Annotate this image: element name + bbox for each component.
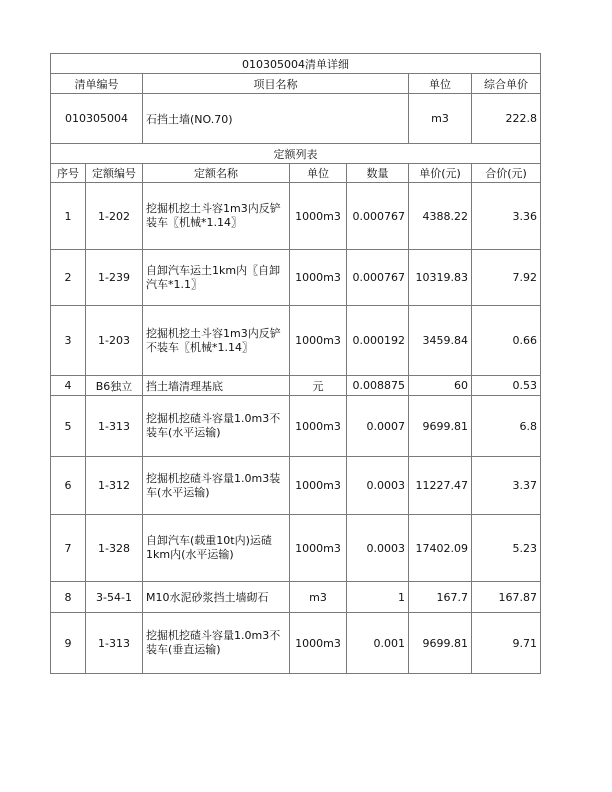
item-price: 222.8 [472,94,541,144]
row-unit-price: 9699.81 [409,396,472,457]
table-row [51,376,541,396]
row-seq: 9 [51,613,86,674]
row-unit: 1000m3 [290,306,347,376]
row-qty: 0.008875 [347,376,409,396]
quota-header-code: 定额编号 [86,164,143,183]
item-code: 010305004 [51,94,143,144]
row-qty: 0.001 [347,613,409,674]
table-row [51,613,541,674]
row-qty: 1 [347,582,409,613]
quota-header-qty: 数量 [347,164,409,183]
row-unit: 1000m3 [290,457,347,515]
row-code: 1-239 [86,250,143,306]
row-name: 自卸汽车(载重10t内)运碴1km内(水平运输) [143,515,290,582]
row-unit: 1000m3 [290,515,347,582]
row-total: 6.8 [472,396,541,457]
row-code: 1-312 [86,457,143,515]
quota-header-seq: 序号 [51,164,86,183]
header-price: 综合单价 [472,74,541,94]
row-unit-price: 3459.84 [409,306,472,376]
row-unit: 1000m3 [290,613,347,674]
row-seq: 7 [51,515,86,582]
row-total: 3.36 [472,183,541,250]
row-unit: m3 [290,582,347,613]
row-total: 9.71 [472,613,541,674]
quota-title: 定额列表 [51,144,541,164]
header-code: 清单编号 [51,74,143,94]
row-qty: 0.0003 [347,457,409,515]
row-code: 1-328 [86,515,143,582]
item-name: 石挡土墙(NO.70) [143,94,409,144]
table-row [51,250,541,306]
quota-header-unit: 单位 [290,164,347,183]
row-seq: 3 [51,306,86,376]
row-unit-price: 17402.09 [409,515,472,582]
row-seq: 2 [51,250,86,306]
row-code: B6独立 [86,376,143,396]
row-unit-price: 60 [409,376,472,396]
table-row [51,306,541,376]
table-row [51,183,541,250]
bill-detail-table [50,53,541,674]
item-unit: m3 [409,94,472,144]
row-unit: 元 [290,376,347,396]
row-qty: 0.000767 [347,183,409,250]
row-code: 3-54-1 [86,582,143,613]
row-total: 167.87 [472,582,541,613]
table-row [51,396,541,457]
row-seq: 4 [51,376,86,396]
table-row [51,515,541,582]
row-seq: 6 [51,457,86,515]
row-code: 1-313 [86,613,143,674]
row-name: 挖掘机挖碴斗容量1.0m3不装车(水平运输) [143,396,290,457]
row-code: 1-313 [86,396,143,457]
row-unit: 1000m3 [290,183,347,250]
row-name: 挖掘机挖碴斗容量1.0m3装车(水平运输) [143,457,290,515]
row-qty: 0.0003 [347,515,409,582]
row-name: 挡土墙清理基底 [143,376,290,396]
table-row [51,457,541,515]
row-name: M10水泥砂浆挡土墙砌石 [143,582,290,613]
row-name: 挖掘机挖土斗容1m3内反铲装车〖机械*1.14〗 [143,183,290,250]
row-name: 挖掘机挖碴斗容量1.0m3不装车(垂直运输) [143,613,290,674]
quota-header-name: 定额名称 [143,164,290,183]
row-unit-price: 4388.22 [409,183,472,250]
quota-header-unit-price: 单价(元) [409,164,472,183]
row-qty: 0.0007 [347,396,409,457]
row-name: 自卸汽车运土1km内〖自卸汽车*1.1〗 [143,250,290,306]
row-seq: 1 [51,183,86,250]
row-total: 7.92 [472,250,541,306]
row-total: 0.66 [472,306,541,376]
row-unit: 1000m3 [290,396,347,457]
row-name: 挖掘机挖土斗容1m3内反铲不装车〖机械*1.14〗 [143,306,290,376]
table-title: 010305004清单详细 [51,54,541,74]
row-seq: 8 [51,582,86,613]
table-row [51,582,541,613]
row-total: 3.37 [472,457,541,515]
header-unit: 单位 [409,74,472,94]
row-qty: 0.000767 [347,250,409,306]
row-unit-price: 167.7 [409,582,472,613]
row-unit: 1000m3 [290,250,347,306]
row-code: 1-202 [86,183,143,250]
row-unit-price: 11227.47 [409,457,472,515]
row-total: 5.23 [472,515,541,582]
row-qty: 0.000192 [347,306,409,376]
row-code: 1-203 [86,306,143,376]
quota-header-total: 合价(元) [472,164,541,183]
row-unit-price: 9699.81 [409,613,472,674]
row-seq: 5 [51,396,86,457]
header-name: 项目名称 [143,74,409,94]
row-total: 0.53 [472,376,541,396]
row-unit-price: 10319.83 [409,250,472,306]
